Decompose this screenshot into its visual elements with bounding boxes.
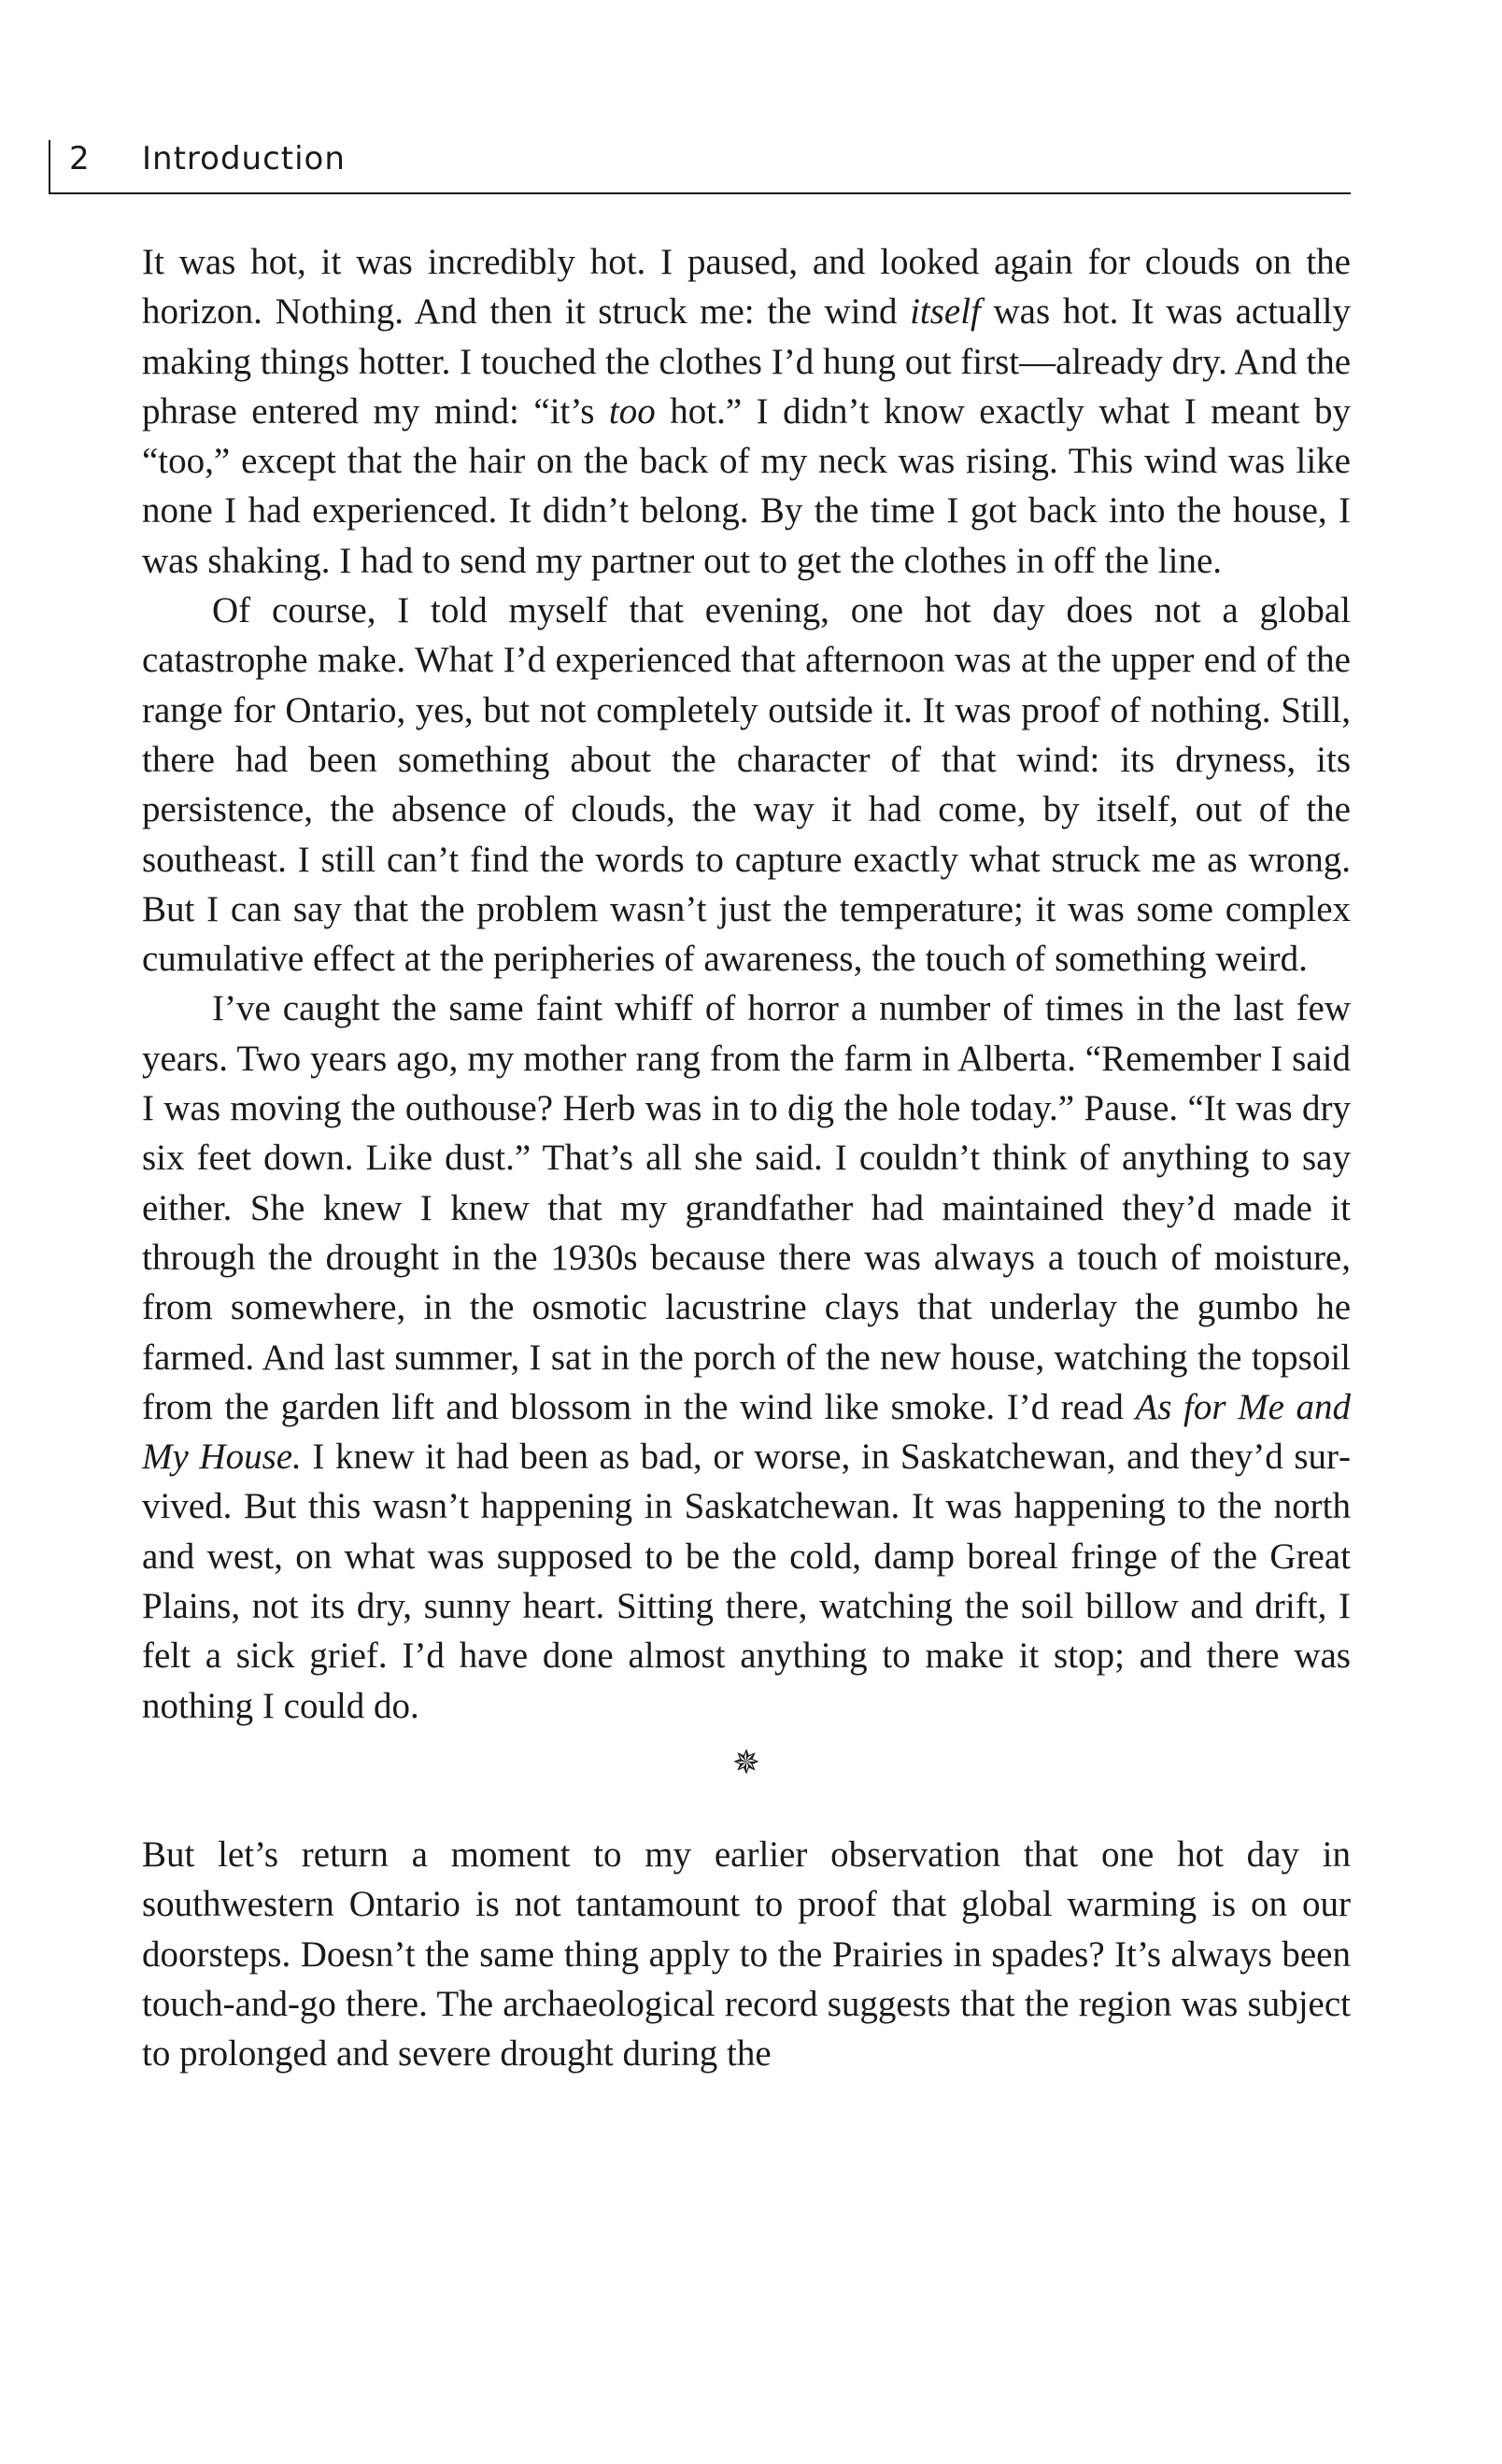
header-rule-left <box>49 140 50 192</box>
book-title-as-for-me-and-my-house: As for Me and My House. <box>142 1386 1351 1478</box>
chapter-title: Introduction <box>142 140 346 177</box>
body-text <box>142 237 1351 2078</box>
paragraph-1-emphasis-too: too <box>608 390 656 432</box>
paragraph-1-text-b: was hot. It was actually making things hotter. I touched the clothes I’d hung out first—already dry. And the phrase entered my mind: “it’s <box>142 291 1352 432</box>
paragraph-1-text-c: hot.” I didn’t know exactly what I meant by “too,” except that the hair on the back of my neck was rising. This wind was like none I had experienced. It didn’t belong. By the time I got back into the house, I was shaking. I had to send my partner out to get the clothes in off the line. <box>142 390 1351 581</box>
paragraph-1 <box>142 237 1351 586</box>
paragraph-3 <box>142 984 1351 1730</box>
paragraph-1-text-a: It was hot, it was incredibly hot. I paused, and looked again for clouds on the horizon. Nothing. And then it struck me: the wind <box>142 242 1351 333</box>
paragraph-1-emphasis-itself: itself <box>910 291 981 333</box>
paragraph-3-text-b: I knew it had been as bad, or worse, in Saskatchewan, and they’d survived. But this wasn’t happening in Saskatchewan. It was happening to the north and west, on what was supposed to be the cold, damp boreal fringe of the Great Plains, not its dry, sunny heart. Sitting there, watching the soil billow and drift, I felt a sick grief. I’d have done almost anything to make it stop; and there was nothing I could do. <box>142 1437 1351 1726</box>
section-break-ornament-icon: ✵ <box>731 1743 761 1782</box>
page-number: 2 <box>69 140 91 177</box>
paragraph-2: Of course, I told myself that evening, one hot day does not a global catastrophe make. What I’d experienced that afternoon was at the upper end of the range for Ontario, yes, but not completely outside it. It was proof of nothing. Still, there had been something about the character of that wind: its dryness, its persistence, the absence of clouds, the way it had come, by itself, out of the southeast. I still can’t find the words to capture exactly what struck me as wrong. But I can say that the problem wasn’t just the temperature; it was some complex cumulative effect at the peripheries of awareness, the touch of something weird. <box>142 590 1351 980</box>
paragraph-4: But let’s return a moment to my earlier observation that one hot day in southwestern Ontario is not tantamount to proof that global warming is on our doorsteps. Doesn’t the same thing apply to the Prairies in spades? It’s always been touch-and-go there. The archaeological record suggests that the region was subject to prolonged and severe drought during the <box>142 1834 1351 2075</box>
running-head <box>49 140 1351 194</box>
paragraph-3-text-a: I’ve caught the same faint whiff of horror a number of times in the last few years. Two years ago, my mother rang from the farm in Alberta. “Remember I said I was moving the outhouse? Herb was in to dig the hole today.” Pause. “It was dry six feet down. Like dust.” That’s all she said. I couldn’t think of anything to say either. She knew I knew that my grandfather had maintained they’d made it through the drought in the 1930s because there was always a touch of moisture, from somewhere, in the osmotic lacustrine clays that underlay the gumbo he farmed. And last summer, I sat in the porch of the new house, watching the topsoil from the garden lift and blossom in the wind like smoke. I’d read <box>142 988 1351 1427</box>
